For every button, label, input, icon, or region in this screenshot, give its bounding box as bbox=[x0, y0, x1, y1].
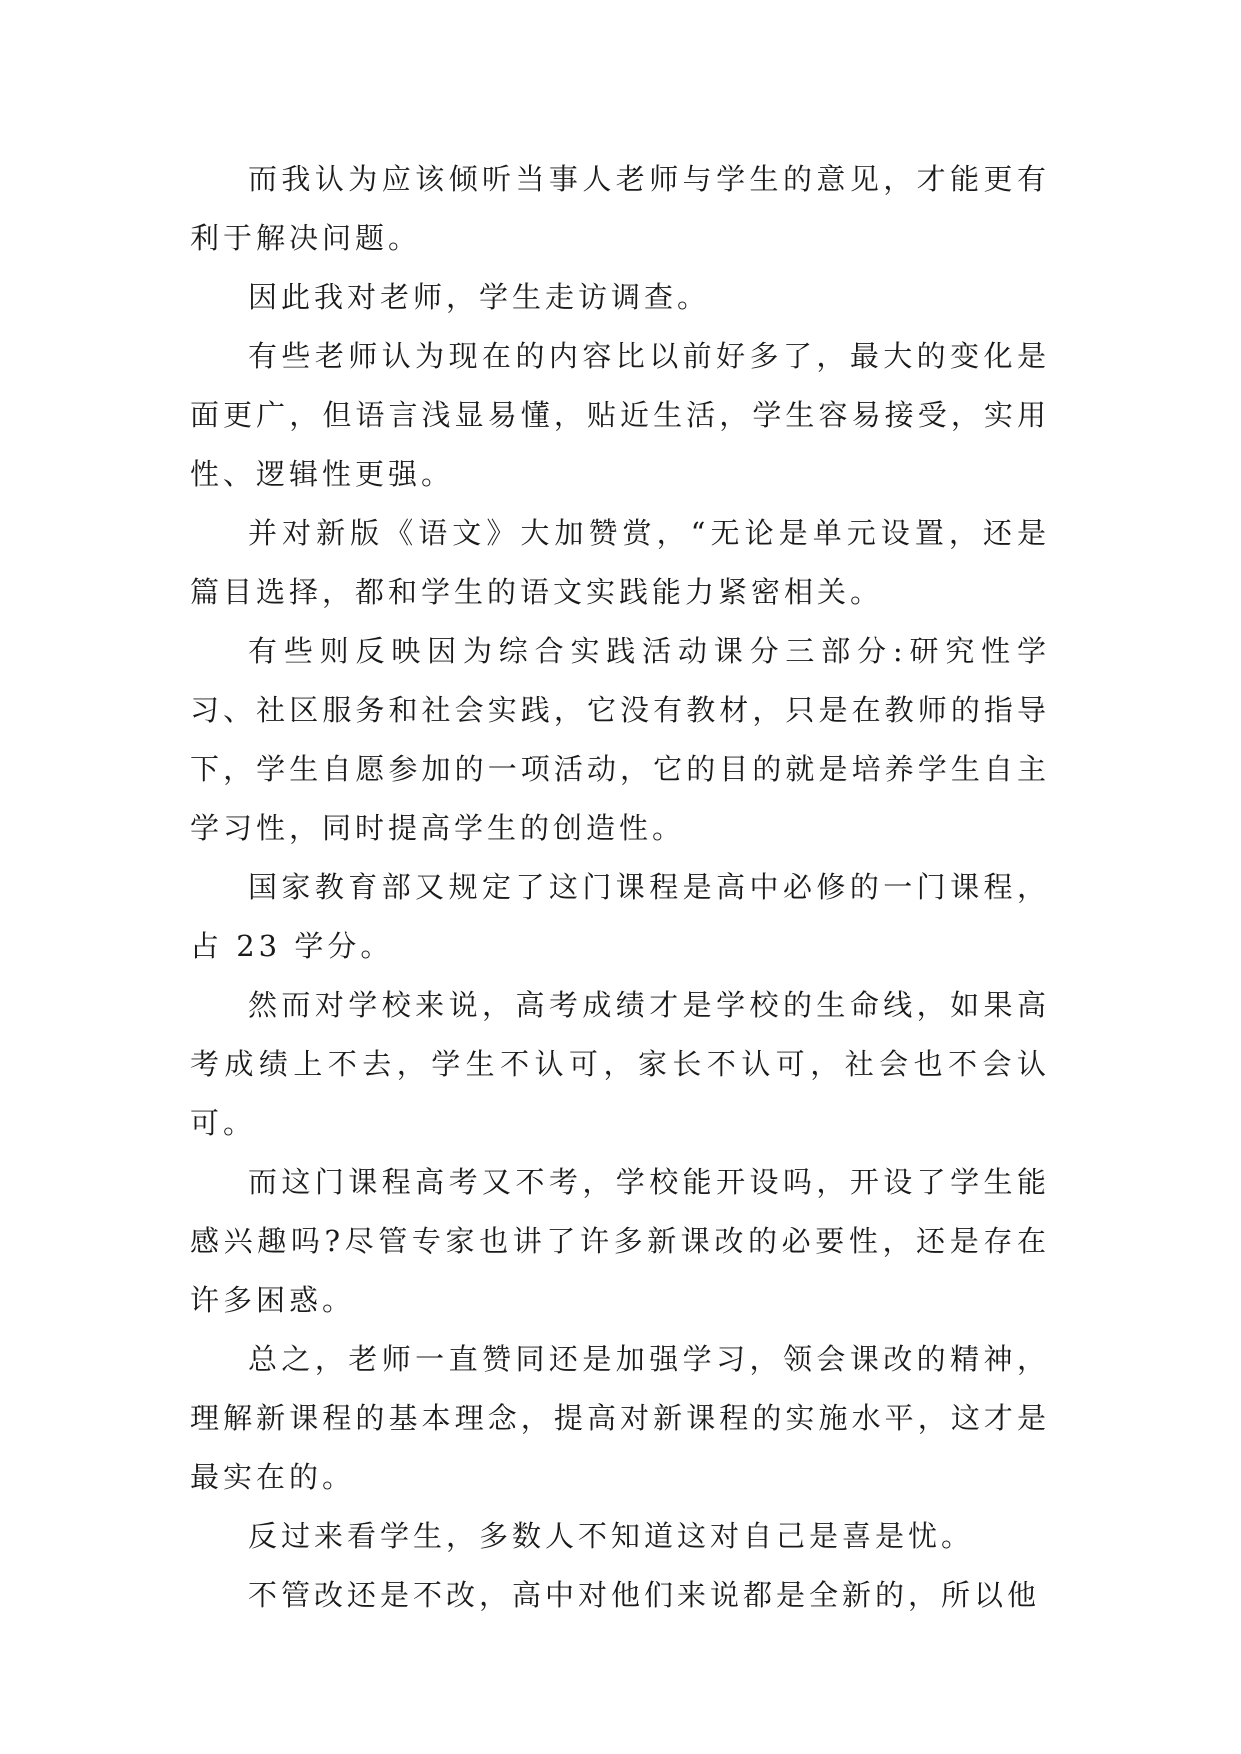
paragraph: 有些老师认为现在的内容比以前好多了，最大的变化是面更广，但语言浅显易懂，贴近生活，学生容易接受，实用性、逻辑性更强。 bbox=[190, 339, 1050, 491]
paragraph: 因此我对老师，学生走访调查。 bbox=[248, 280, 711, 314]
paragraph: 并对新版《语文》大加赞赏，“无论是单元设置，还是篇目选择，都和学生的语文实践能力紧密相关。 bbox=[190, 516, 1050, 609]
paragraph: 而我认为应该倾听当事人老师与学生的意见，才能更有利于解决问题。 bbox=[190, 162, 1050, 255]
paragraph: 然而对学校来说，高考成绩才是学校的生命线，如果高考成绩上不去，学生不认可，家长不认可，社会也不会认可。 bbox=[190, 988, 1050, 1140]
paragraph: 不管改还是不改，高中对他们来说都是全新的，所以他 bbox=[248, 1578, 1041, 1612]
paragraph: 总之，老师一直赞同还是加强学习，领会课改的精神，理解新课程的基本理念，提高对新课程的实施水平，这才是最实在的。 bbox=[190, 1342, 1050, 1494]
paragraph: 国家教育部又规定了这门课程是高中必修的一门课程，占 23 学分。 bbox=[190, 870, 1050, 963]
document-body bbox=[190, 150, 1050, 1625]
paragraph: 反过来看学生，多数人不知道这对自己是喜是忧。 bbox=[248, 1519, 975, 1553]
paragraph: 而这门课程高考又不考，学校能开设吗，开设了学生能感兴趣吗?尽管专家也讲了许多新课改的必要性，还是存在许多困惑。 bbox=[190, 1165, 1050, 1317]
paragraph: 有些则反映因为综合实践活动课分三部分:研究性学习、社区服务和社会实践，它没有教材，只是在教师的指导下，学生自愿参加的一项活动，它的目的就是培养学生自主学习性，同时提高学生的创造性。 bbox=[190, 634, 1050, 845]
